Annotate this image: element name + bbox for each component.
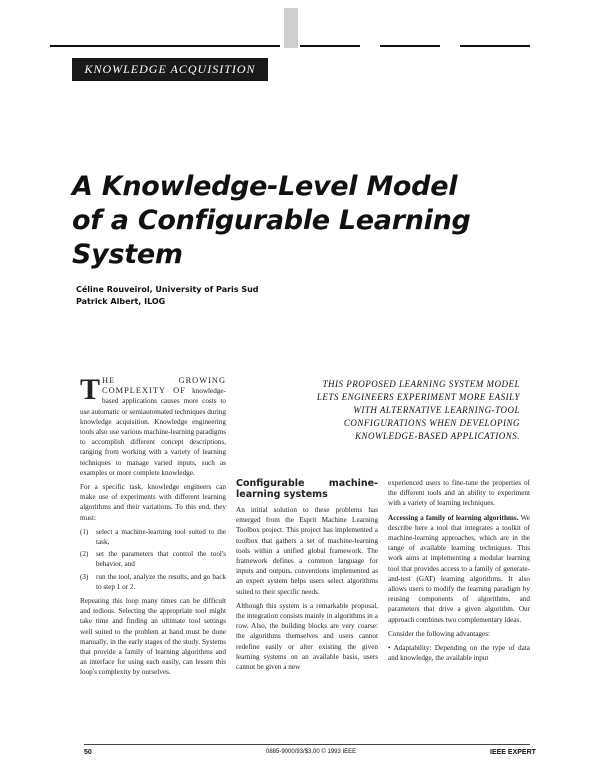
run-in-heading: Accessing a family of learning algorithms. xyxy=(388,513,519,522)
list-item: (1) select a machine-learning tool suited to the task, xyxy=(80,527,226,547)
header-rule-mid2 xyxy=(380,45,440,47)
column-1 xyxy=(80,373,226,682)
author-list xyxy=(76,284,259,308)
page-number: 50 xyxy=(84,749,92,756)
journal-name: IEEE EXPERT xyxy=(490,749,536,756)
col3-p2: Accessing a family of learning algorithms. We describe here a tool that integrates a toolkit of machine-learning approaches, which are in the range of available learning techniques. This work aims at implementing a modular learning tool that provides access to a family of generate-and-test (GAT) learning algorithms. It also allows users to modify the learning paradigm by reusing components of algorithms, and parameters that drive a given algorithm. Our approach combines two complementary ideas. xyxy=(388,513,530,624)
author-2: Patrick Albert, ILOG xyxy=(76,297,166,306)
footer-rule xyxy=(84,744,530,745)
column-2 xyxy=(236,478,378,676)
list-item: (2) set the parameters that control the tool's behavior, and xyxy=(80,550,226,569)
lead-in: HE GROWING COMPLEXITY OF xyxy=(102,376,226,396)
list-item: (3) run the tool, analyze the results, and go back to step 1 or 2. xyxy=(80,572,226,591)
col2-p1: An initial solution to these problems has emerged from the Esprit Machine Learning Toolbox project. This project has implemented a toolbox that gathers a set of machine-learning tools within a unified global framework. The framework defines a common language for inputs and outputs, conventions implemented as an expert system helps users select algorithms suited to their specific needs. xyxy=(236,506,378,596)
col1-p2: For a specific task, knowledge engineers can make use of experiments with different learning algorithms and their variations. To this end, they must: xyxy=(80,483,226,522)
author-1: Céline Rouveirol, University of Paris Sud xyxy=(76,285,259,294)
header-rule-lower xyxy=(72,80,268,81)
footer-copyright: 0885-9000/93/$3.00 © 1993 IEEE xyxy=(266,749,357,755)
header-accent xyxy=(284,8,298,48)
intro-paragraph xyxy=(80,373,226,478)
article-title: A Knowledge-Level Model of a Configurable Learning System xyxy=(72,171,471,270)
drop-cap: T xyxy=(80,373,101,406)
col3-p3: Consider the following advantages: xyxy=(388,629,491,638)
column-3 xyxy=(388,478,530,667)
header-rule-mid xyxy=(300,45,360,47)
header-rule-left xyxy=(50,45,280,47)
col1-p3: Repeating this loop many times can be difficult and tedious. Selecting the appropriate tool might take time and finding an ultimate tool settings well suited to the problem at hand must be done manually, in the early stages of the study. Systems that provide a family of learning algorithms and an interface for using each easily, can lessen this loop's complexity by ourselves. xyxy=(80,597,226,677)
col3-p4: • Adaptability: Depending on the type of data and knowledge, the available input xyxy=(388,644,530,663)
col3-p1: experienced users to fine-tune the properties of the different tools and an ability to experiment with a variety of learning techniques. xyxy=(388,479,530,508)
steps-list xyxy=(80,527,226,592)
col2-p2: Although this system is a remarkable proposal, the integration consists mainly in algorithms in a row. Also, the building blocks are very coarse: the algorithms themselves and users cannot redefine easily or alter existing the given learning systems on an available basis, users cannot be given a new xyxy=(236,601,378,672)
col1-p1: knowledge-based applications causes more costs to use automatic or semiautomated techniques during knowledge acquisition. Knowledge engineering tools also use various machine-learning paradigms to accomplish different concept descriptions, ranging from working with a variety of learning techniques to manage varied inputs, such as examples or more complete knowledge. xyxy=(80,387,226,477)
section-heading: Configurable machine-learning systems xyxy=(236,478,378,500)
header-rule-right xyxy=(460,45,530,47)
section-label: KNOWLEDGE ACQUISITION xyxy=(72,58,268,80)
article-blurb: THIS PROPOSED LEARNING SYSTEM MODEL LETS ENGINEERS EXPERIMENT MORE EASILY WITH ALTERNATIVE LEARNING-TOOL CONFIGURATIONS WHEN DEVELOPING KNOWLEDGE-BASED APPLICATIONS. xyxy=(316,379,520,441)
